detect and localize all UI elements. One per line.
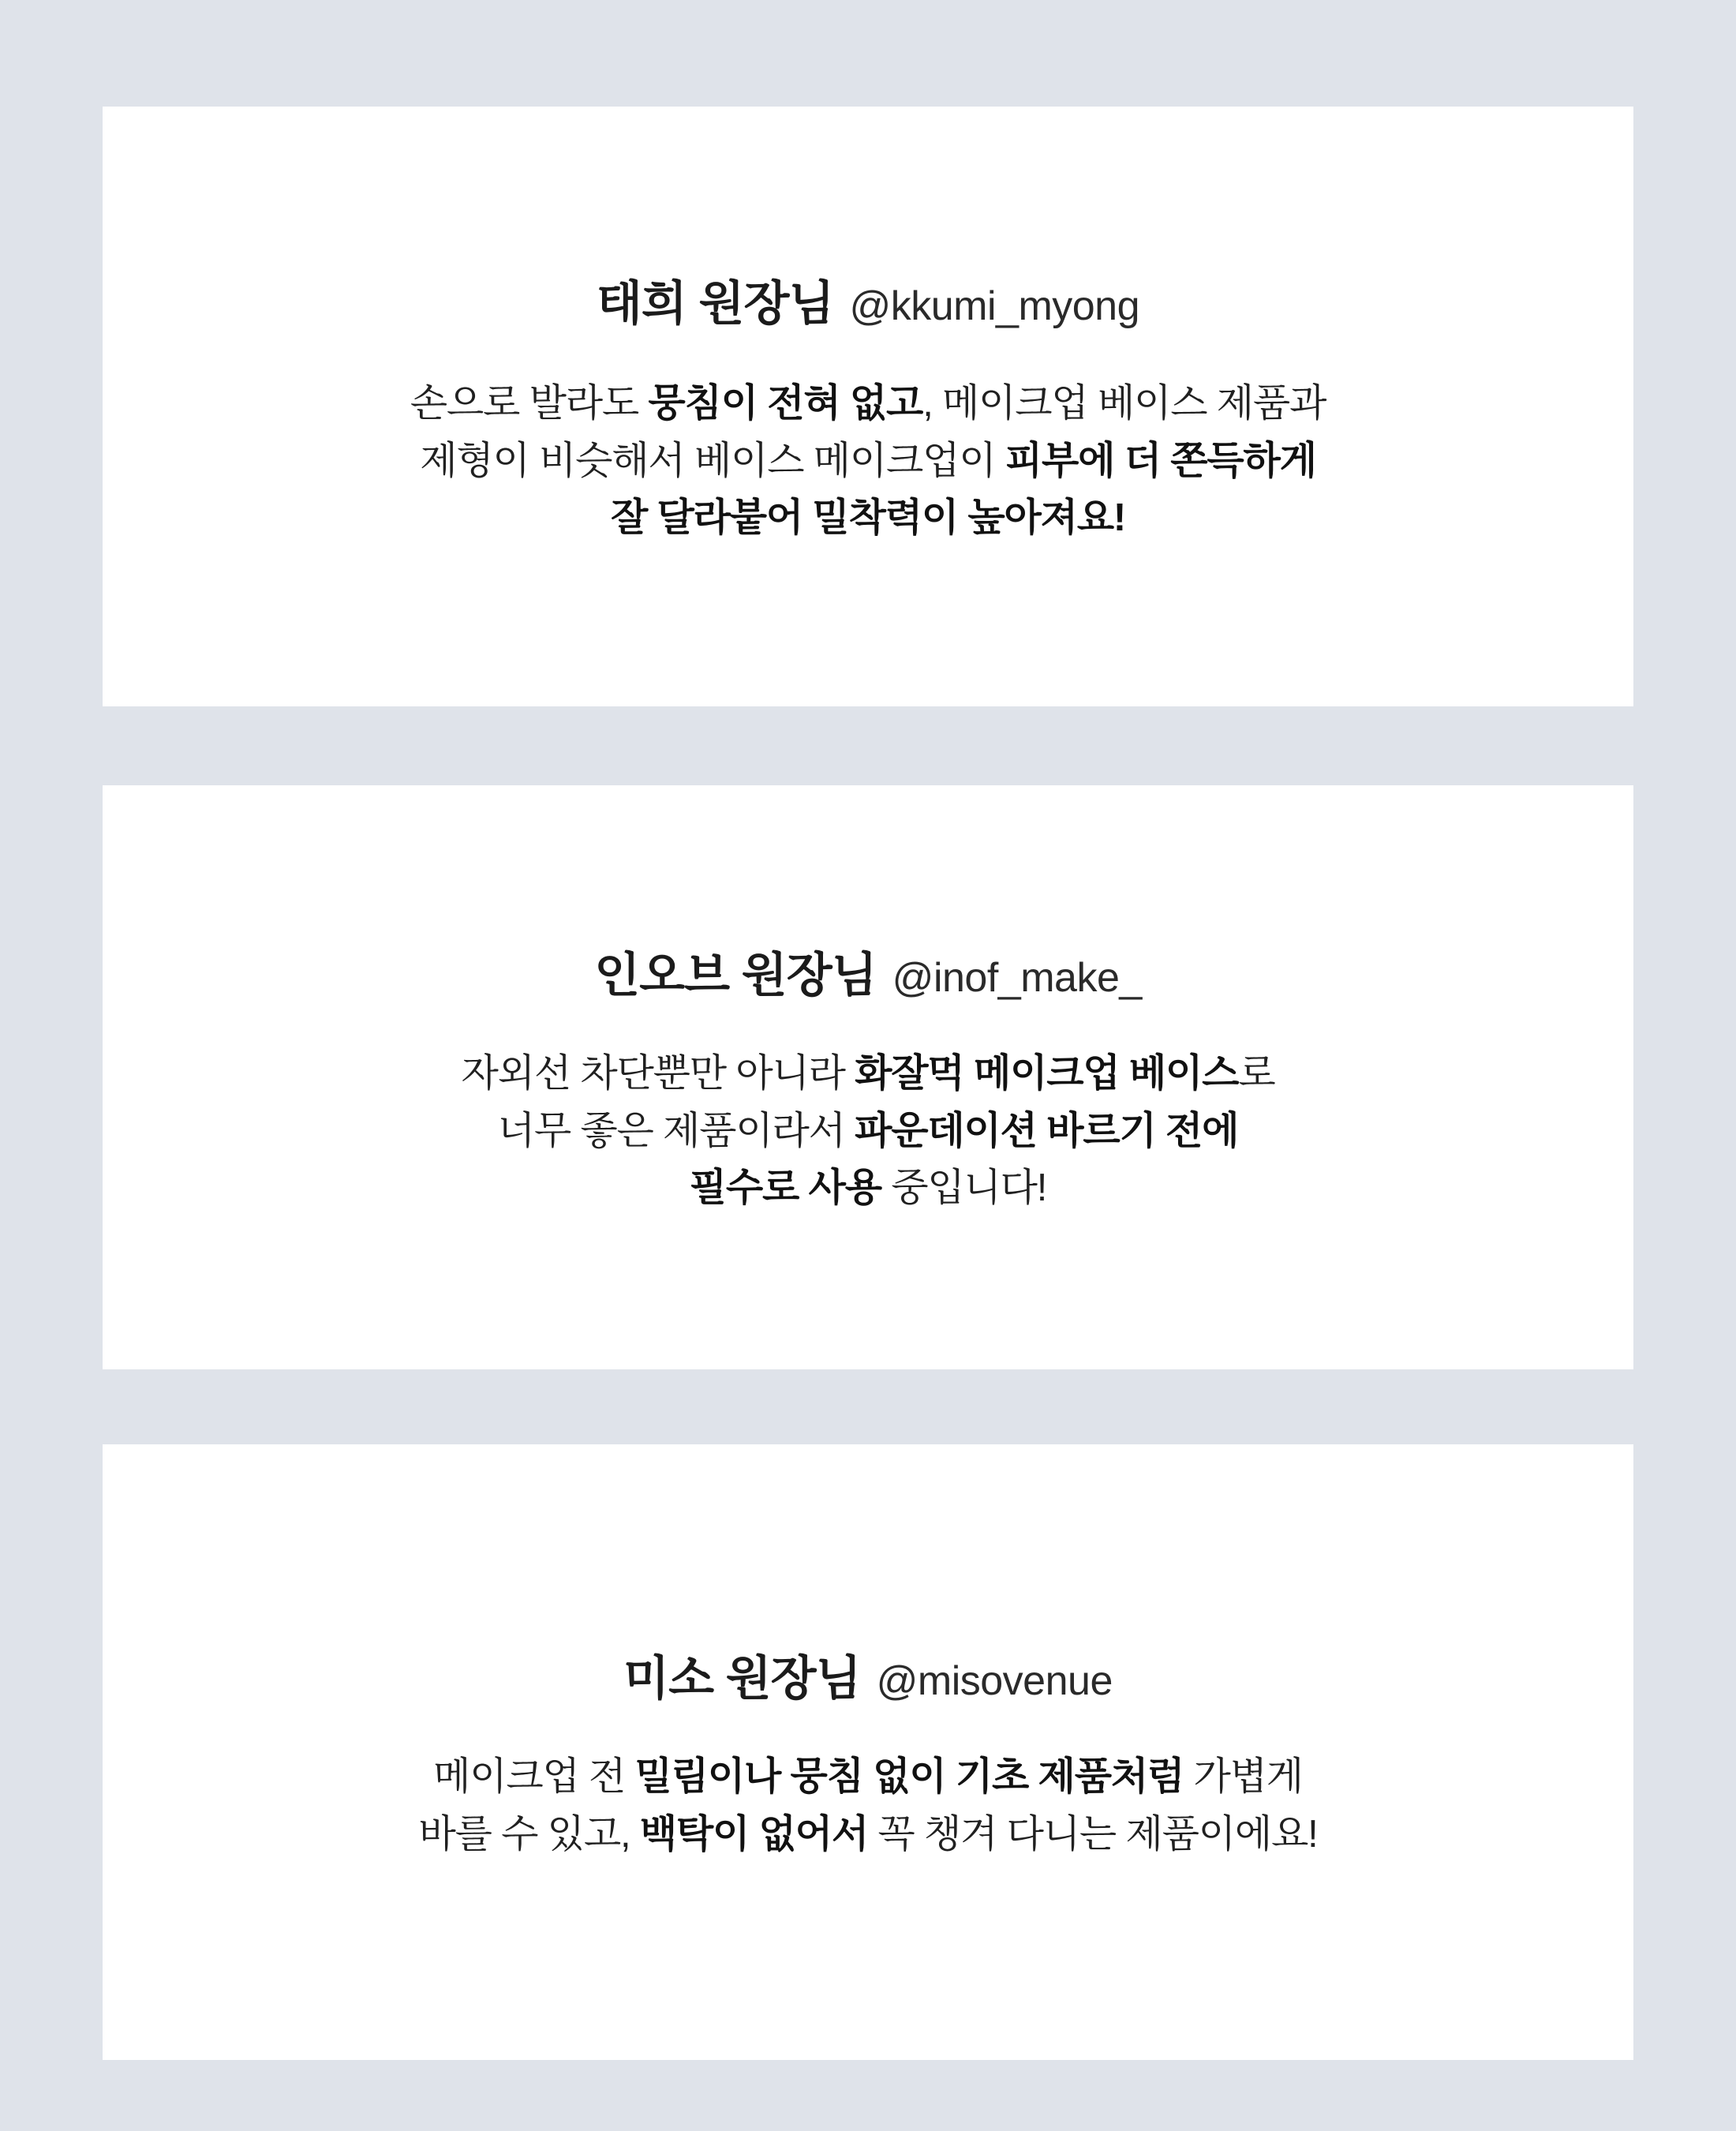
review-line: 잘 달라붙어 밀착력이 높아져요! xyxy=(610,496,1126,540)
review-body xyxy=(418,1748,1317,1863)
review-line: 바를 수 있고, 백탁이 없어서 꼭 챙겨 다니는 제품이에요! xyxy=(418,1813,1318,1856)
reviewer-handle: @misovenue xyxy=(876,1658,1113,1705)
review-card xyxy=(103,785,1633,1369)
reviewer-handle: @inof_make_ xyxy=(892,955,1142,1002)
reviewer-name: 인오브 원장님 xyxy=(594,949,877,1002)
review-line: 필수로 사용 중입니다! xyxy=(689,1167,1047,1210)
reviewer-name: 미소 원장님 xyxy=(623,1652,861,1706)
review-body xyxy=(462,1045,1275,1217)
review-header xyxy=(623,1641,1113,1709)
review-line: 너무 좋은 제품이라서 파운데이션 바르기 전에 xyxy=(497,1109,1239,1152)
reviewer-name: 태희 원장님 xyxy=(596,277,834,331)
review-header xyxy=(597,266,1139,334)
review-body xyxy=(410,375,1326,547)
review-line: 손으로 발라도 뭉침이 전혀 없고, 메이크업 베이스 제품과 xyxy=(410,382,1326,425)
review-line: 자외선 차단뿐만 아니라 화잘먹 메이크업 베이스로 xyxy=(461,1052,1275,1095)
review-line: 제형이 비슷해서 베이스 메이크업이 피부에 더 쫀득하게 xyxy=(420,439,1316,482)
review-header xyxy=(594,938,1142,1006)
review-line: 메이크업 전 밀림이나 뭉침 없이 기초 제품처럼 가볍게 xyxy=(433,1755,1303,1799)
review-card xyxy=(103,107,1633,706)
review-card xyxy=(103,1444,1633,2060)
reviewer-handle: @kkumi_myong xyxy=(849,283,1140,330)
